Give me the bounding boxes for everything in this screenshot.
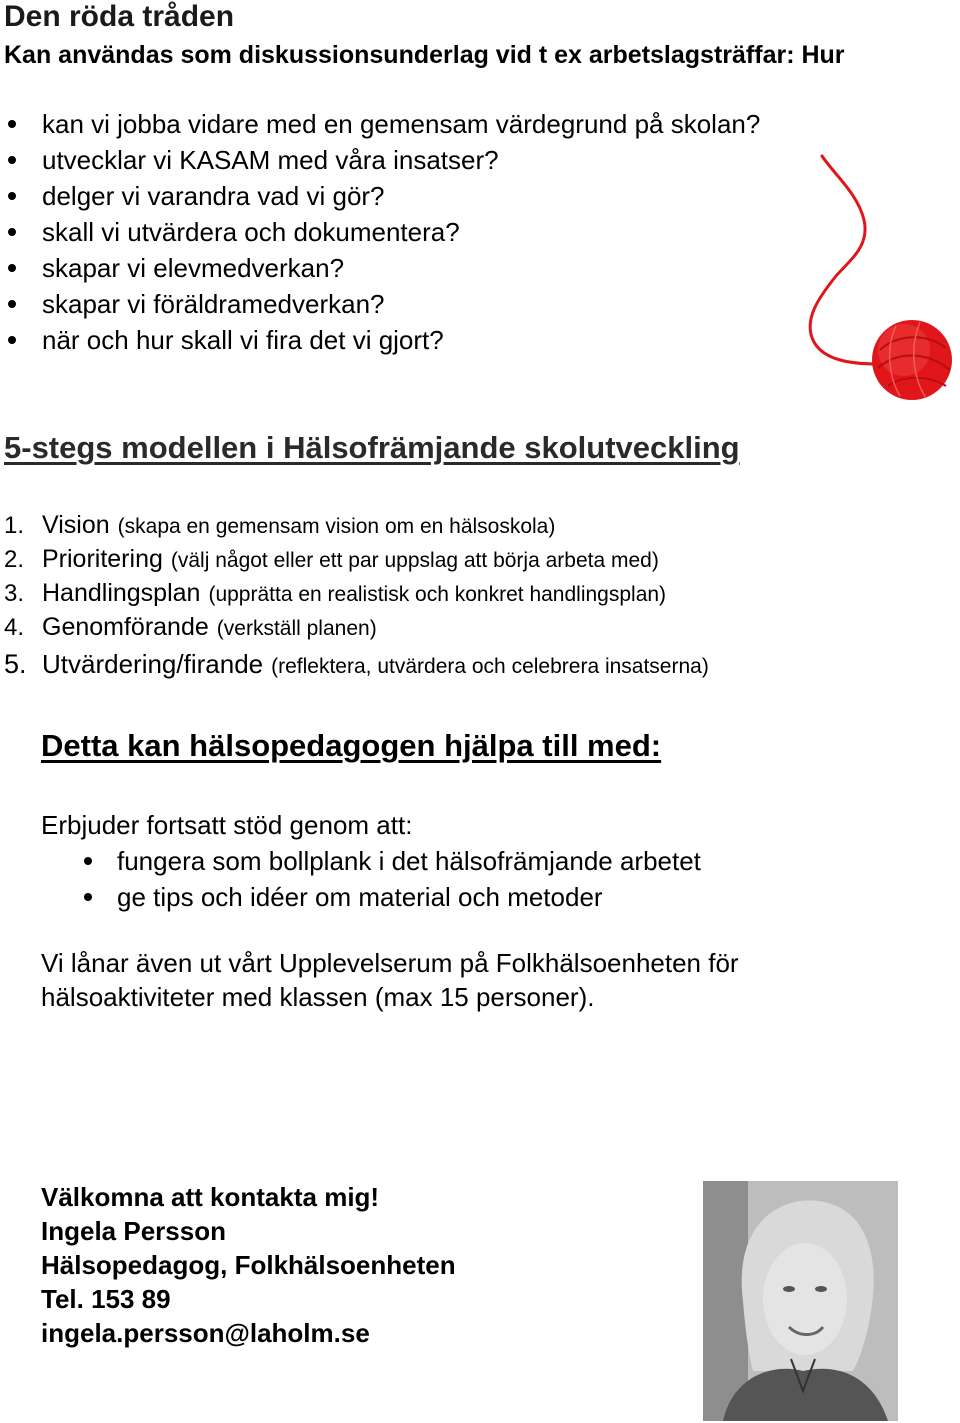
step-number: 1. [4,512,25,539]
step-number: 3. [4,580,25,607]
offer-list [80,843,701,915]
step-name: Utvärdering/firande [42,649,264,679]
step-list [4,508,709,684]
lend-text: Vi lånar även ut vårt Upplevelserum på Folkhälsoenheten för hälsoaktiviteter med klassen (max 15 personer). [41,948,739,1012]
portrait-photo [703,1181,898,1421]
step-name: Handlingsplan [42,579,201,607]
step-description: (verkställ planen) [216,617,377,640]
step-description: (upprätta en realistisk och konkret handlingsplan) [208,583,667,606]
step-name: Prioritering [42,545,163,573]
list-item: ge tips och idéer om material och metoder [80,879,701,915]
list-item [4,644,709,684]
step-name: Vision [42,511,110,539]
step-description: (välj något eller ett par uppslag att börja arbeta med) [170,549,659,572]
list-item [4,542,709,576]
yarn-ball-image [800,150,960,430]
list-item [4,610,709,644]
help-heading: Detta kan hälsopedagogen hjälpa till med: [41,728,662,763]
list-item: när och hur skall vi fira det vi gjort? [4,322,760,358]
contact-block [41,1180,456,1350]
intro-text: Kan användas som diskussionsunderlag vid t ex arbetslagsträffar: Hur [4,41,845,69]
list-item: delger vi varandra vad vi gör? [4,178,760,214]
step-number: 2. [4,546,25,573]
contact-email: ingela.persson@laholm.se [41,1318,370,1348]
contact-role: Hälsopedagog, Folkhälsoenheten [41,1250,456,1280]
list-item: skapar vi föräldramedverkan? [4,286,760,322]
step-description: (reflektera, utvärdera och celebrera insatserna) [271,655,709,678]
step-name: Genomförande [42,613,209,641]
question-list [4,106,760,358]
step-number: 4. [4,614,25,641]
list-item: skapar vi elevmedverkan? [4,250,760,286]
contact-name: Ingela Persson [41,1216,226,1246]
portrait-icon [703,1181,898,1421]
list-item: fungera som bollplank i det hälsofrämjande arbetet [80,843,701,879]
list-item: utvecklar vi KASAM med våra insatser? [4,142,760,178]
step-number: 5. [4,649,27,679]
contact-welcome: Välkomna att kontakta mig! [41,1182,380,1212]
contact-phone: Tel. 153 89 [41,1284,171,1314]
list-item: skall vi utvärdera och dokumentera? [4,214,760,250]
page-title: Den röda tråden [4,0,235,33]
list-item [4,508,709,542]
offer-intro: Erbjuder fortsatt stöd genom att: [41,810,413,840]
step-description: (skapa en gemensam vision om en hälsoskola) [117,515,556,538]
list-item: kan vi jobba vidare med en gemensam värdegrund på skolan? [4,106,760,142]
model-heading: 5-stegs modellen i Hälsofrämjande skolutveckling [4,430,740,465]
list-item [4,576,709,610]
